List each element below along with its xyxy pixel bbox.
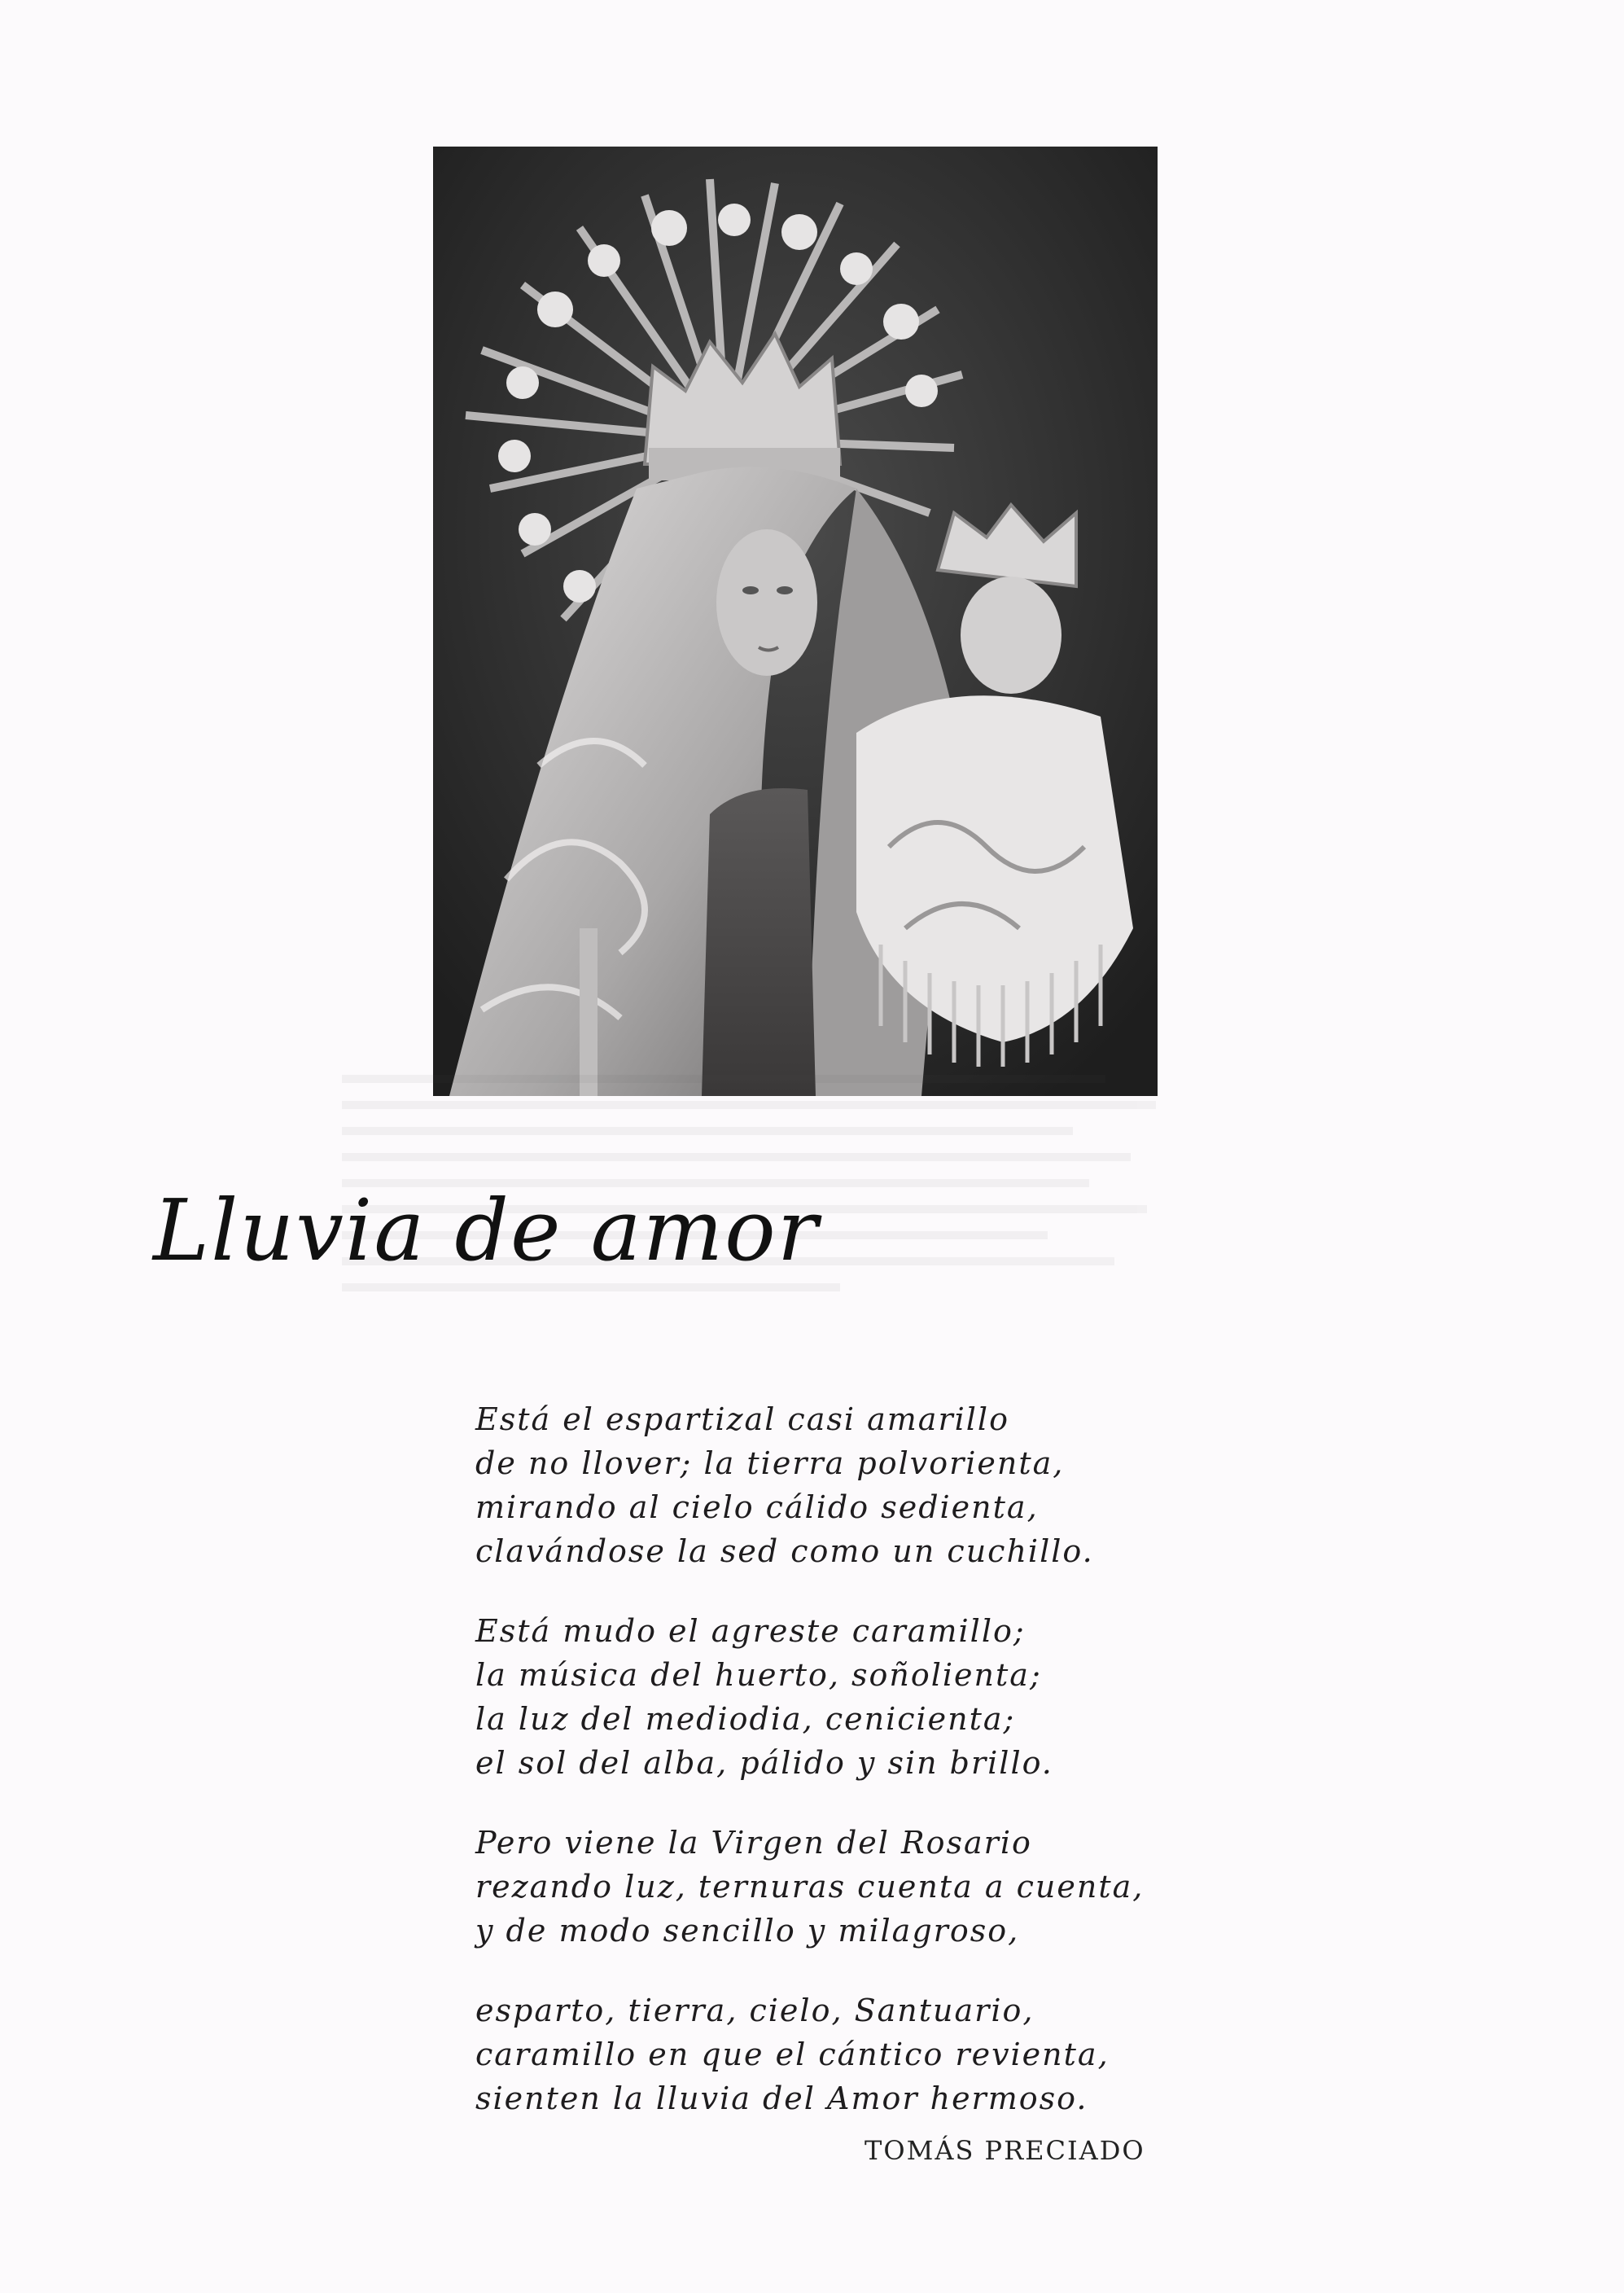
poem-verse: sienten la lluvia del Amor hermoso. [475,2080,1088,2116]
virgin-statue-photo [433,147,1158,1096]
poem-verse: mirando al cielo cálido sedienta, [475,1489,1039,1525]
poem-verse: de no llover; la tierra polvorienta, [475,1445,1065,1481]
poem-verse: la música del huerto, soñolienta; [475,1657,1042,1693]
poem-author: TOMÁS PRECIADO [865,2135,1145,2166]
poem-verse: la luz del mediodia, cenicienta; [475,1701,1016,1737]
poem-stanza-3 [475,1821,1175,1953]
poem-verse: clavándose la sed como un cuchillo. [475,1533,1094,1569]
poem-body [475,1397,1175,2156]
poem-stanza-1 [475,1397,1175,1573]
poem-verse: Está el espartizal casi amarillo [475,1401,1009,1437]
poem-stanza-2 [475,1609,1175,1785]
poem-verse: el sol del alba, pálido y sin brillo. [475,1745,1053,1781]
photo-drawing [433,147,1158,1096]
poem-verse: esparto, tierra, cielo, Santuario, [475,1993,1035,2028]
poem-verse: rezando luz, ternuras cuenta a cuenta, [475,1869,1145,1905]
poem-verse: Está mudo el agreste caramillo; [475,1613,1026,1649]
poem-title: Lluvia de amor [153,1181,820,1280]
poem-verse: caramillo en que el cántico revienta, [475,2037,1110,2072]
poem-stanza-4 [475,1988,1175,2120]
poem-verse: Pero viene la Virgen del Rosario [475,1825,1032,1861]
poem-verse: y de modo sencillo y milagroso, [475,1913,1020,1949]
